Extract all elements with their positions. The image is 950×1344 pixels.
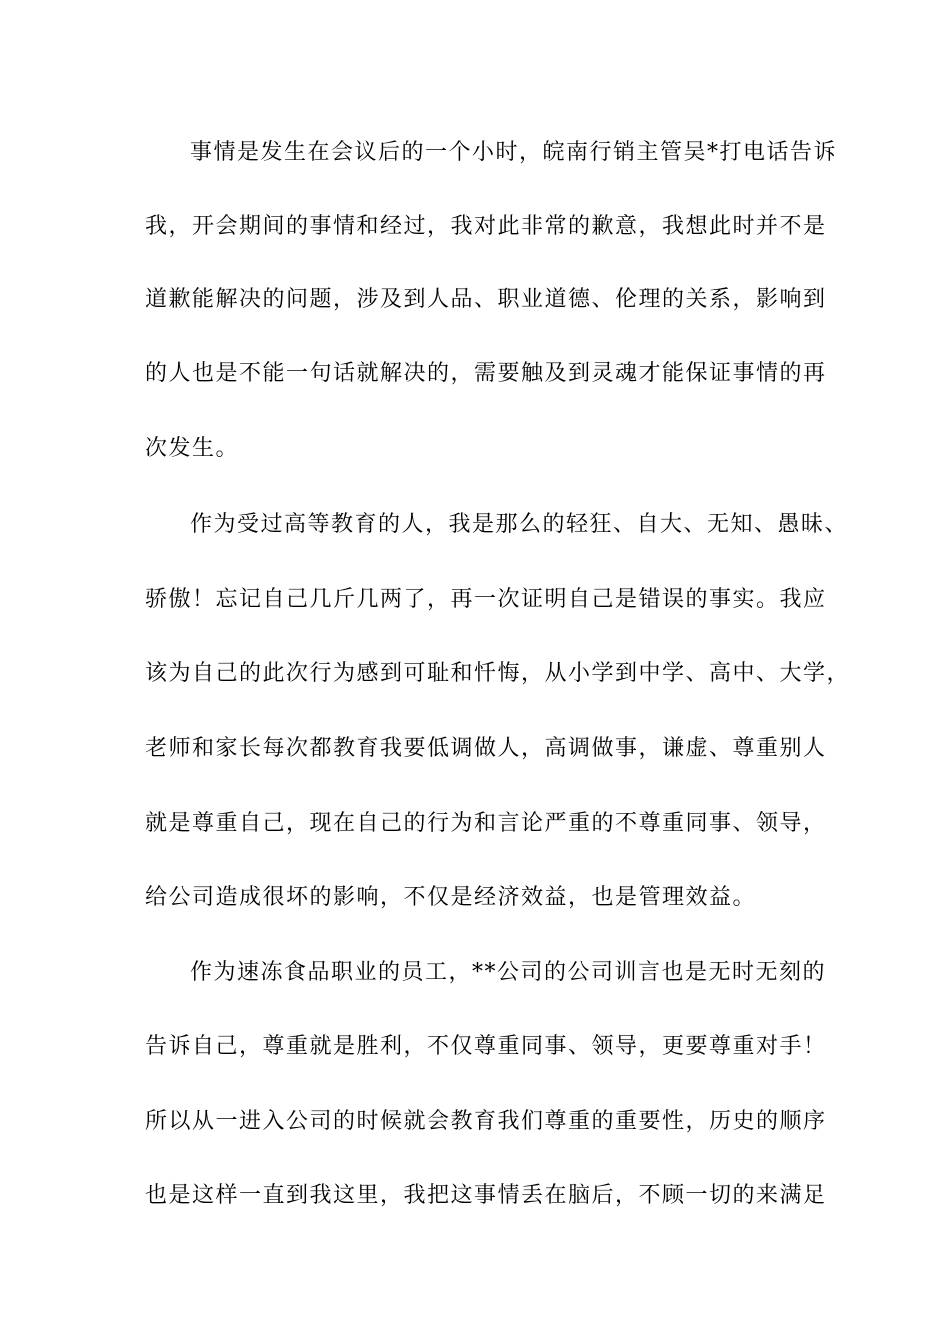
text-line: 事情是发生在会议后的一个小时，皖南行销主管吴*打电话告诉 — [190, 140, 838, 165]
text-line: 次发生。 — [145, 436, 240, 461]
text-line: 老师和家长每次都教育我要低调做人，高调做事，谦虚、尊重别人 — [145, 736, 827, 761]
text-line: 所以从一进入公司的时候就会教育我们尊重的重要性，历史的顺序 — [145, 1109, 827, 1134]
text-line: 给公司造成很坏的影响，不仅是经济效益，也是管理效益。 — [145, 885, 757, 910]
text-line: 的人也是不能一句话就解决的，需要触及到灵魂才能保证事情的再 — [145, 361, 827, 386]
text-line: 作为速冻食品职业的员工，**公司的公司训言也是无时无刻的 — [190, 960, 827, 985]
text-line: 也是这样一直到我这里，我把这事情丢在脑后，不顾一切的来满足 — [145, 1183, 827, 1208]
text-line: 就是尊重自己，现在自己的行为和言论严重的不尊重同事、领导， — [145, 811, 827, 836]
text-line: 作为受过高等教育的人，我是那么的轻狂、自大、无知、愚昧、 — [190, 512, 849, 537]
text-line: 告诉自己，尊重就是胜利，不仅尊重同事、领导，更要尊重对手！ — [145, 1034, 827, 1059]
text-line: 道歉能解决的问题，涉及到人品、职业道德、伦理的关系，影响到 — [145, 287, 827, 312]
text-line: 骄傲！忘记自己几斤几两了，再一次证明自己是错误的事实。我应 — [145, 587, 827, 612]
text-line: 我，开会期间的事情和经过，我对此非常的歉意，我想此时并不是 — [145, 214, 827, 239]
text-line: 该为自己的此次行为感到可耻和忏悔，从小学到中学、高中、大学， — [145, 661, 851, 686]
